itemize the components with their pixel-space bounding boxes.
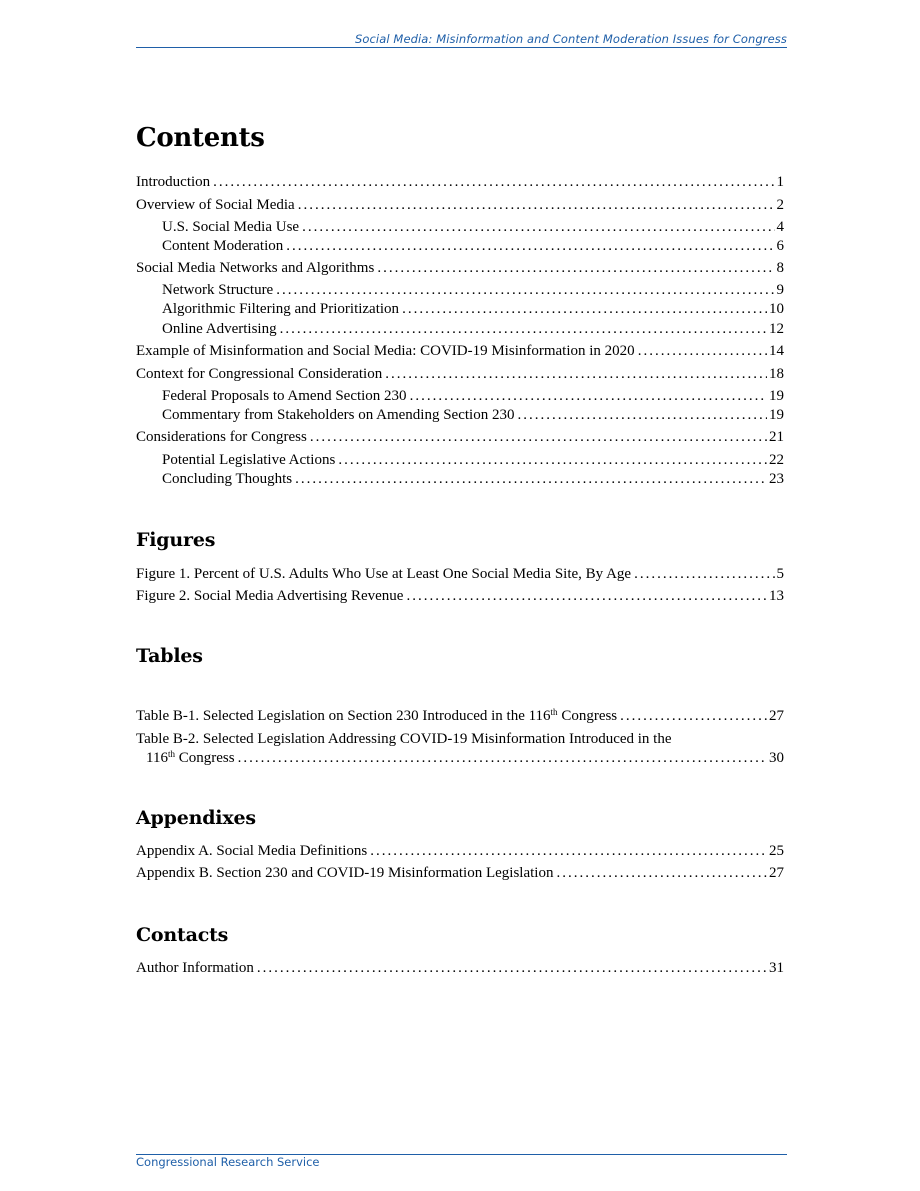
toc-entry-label: Content Moderation xyxy=(162,238,284,254)
toc-entry-page: 21 xyxy=(769,429,784,445)
toc-entry-label: Federal Proposals to Amend Section 230 xyxy=(162,388,407,404)
toc-entry-federal-proposals[interactable] xyxy=(162,388,784,408)
dot-leader xyxy=(213,174,774,191)
toc-entry-label: Figure 1. Percent of U.S. Adults Who Use at Least One Social Media Site, By Age xyxy=(136,566,632,582)
toc-entry-label: Potential Legislative Actions xyxy=(162,452,336,468)
toc-entry-page: 2 xyxy=(776,197,784,213)
header-rule xyxy=(136,47,787,48)
toc-entry-page: 18 xyxy=(769,366,784,382)
dot-leader xyxy=(280,321,767,338)
toc-entry-algorithmic-filtering[interactable] xyxy=(162,301,784,321)
toc-entry-page: 31 xyxy=(769,960,784,976)
toc-entry-page: 4 xyxy=(776,219,784,235)
toc-entry-online-advertising[interactable] xyxy=(162,321,784,341)
dot-leader xyxy=(402,301,767,318)
toc-entry-page: 27 xyxy=(769,708,784,724)
dot-leader xyxy=(276,282,774,299)
toc-entry-page: 19 xyxy=(769,407,784,423)
toc-entry-social-media-networks[interactable] xyxy=(136,260,784,280)
toc-entry-label: Commentary from Stakeholders on Amending Section 230 xyxy=(162,407,515,423)
toc-entry-page: 5 xyxy=(776,566,784,582)
toc-entry-label: Appendix B. Section 230 and COVID-19 Misinformation Legislation xyxy=(136,865,554,881)
dot-leader xyxy=(410,388,767,405)
toc-entry-network-structure[interactable] xyxy=(162,282,784,302)
appendixes-title: Appendixes xyxy=(136,807,256,829)
toc-entry-table-b2[interactable] xyxy=(146,750,784,770)
running-footer: Congressional Research Service xyxy=(136,1155,320,1169)
toc-entry-covid-misinformation-example[interactable] xyxy=(136,343,784,363)
toc-entry-label: Overview of Social Media xyxy=(136,197,295,213)
toc-entry-potential-legislative-actions[interactable] xyxy=(162,452,784,472)
toc-entry-page: 13 xyxy=(769,588,784,604)
toc-entry-concluding-thoughts[interactable] xyxy=(162,471,784,491)
dot-leader xyxy=(638,343,767,360)
dot-leader xyxy=(620,708,767,725)
toc-entry-label: Considerations for Congress xyxy=(136,429,307,445)
toc-entry-appendix-a[interactable] xyxy=(136,843,784,863)
toc-entry-author-information[interactable] xyxy=(136,960,784,980)
toc-entry-content-moderation[interactable] xyxy=(162,238,784,258)
toc-entry-considerations-for-congress[interactable] xyxy=(136,429,784,449)
toc-entry-label: Concluding Thoughts xyxy=(162,471,293,487)
toc-entry-label: Algorithmic Filtering and Prioritization xyxy=(162,301,400,317)
toc-entry-figure-1[interactable] xyxy=(136,566,784,586)
toc-entry-label: Table B-1. Selected Legislation on Section 230 Introduced in the 116th Congress xyxy=(136,707,618,724)
toc-entry-label: Example of Misinformation and Social Media: COVID-19 Misinformation in 2020 xyxy=(136,343,635,359)
toc-entry-label: Context for Congressional Consideration xyxy=(136,366,383,382)
toc-entry-us-social-media-use[interactable] xyxy=(162,219,784,239)
dot-leader xyxy=(556,865,767,882)
dot-leader xyxy=(338,452,767,469)
contacts-title: Contacts xyxy=(136,924,229,946)
toc-entry-introduction[interactable] xyxy=(136,174,784,194)
toc-entry-table-b1[interactable] xyxy=(136,708,784,728)
toc-entry-label: Figure 2. Social Media Advertising Revenue xyxy=(136,588,404,604)
dot-leader xyxy=(634,566,774,583)
toc-entry-label: Network Structure xyxy=(162,282,274,298)
toc-entry-label: 116th Congress xyxy=(146,749,235,766)
dot-leader xyxy=(517,407,767,424)
toc-entry-figure-2[interactable] xyxy=(136,588,784,608)
toc-entry-page: 9 xyxy=(776,282,784,298)
toc-entry-label: Table B-2. Selected Legislation Addressing COVID-19 Misinformation Introduced in the xyxy=(136,731,672,747)
dot-leader xyxy=(302,219,774,236)
toc-entry-page: 30 xyxy=(769,750,784,766)
dot-leader xyxy=(257,960,767,977)
toc-entry-table-b2-line1[interactable] xyxy=(136,731,784,751)
running-header: Social Media: Misinformation and Content Moderation Issues for Congress xyxy=(354,32,787,46)
toc-entry-page: 25 xyxy=(769,843,784,859)
toc-entry-label: Online Advertising xyxy=(162,321,277,337)
toc-entry-overview-of-social-media[interactable] xyxy=(136,197,784,217)
toc-entry-page: 12 xyxy=(769,321,784,337)
dot-leader xyxy=(295,471,767,488)
toc-entry-page: 23 xyxy=(769,471,784,487)
toc-entry-appendix-b[interactable] xyxy=(136,865,784,885)
toc-entry-page: 19 xyxy=(769,388,784,404)
toc-entry-page: 14 xyxy=(769,343,784,359)
toc-entry-page: 8 xyxy=(776,260,784,276)
dot-leader xyxy=(406,588,767,605)
tables-title: Tables xyxy=(136,645,203,667)
dot-leader xyxy=(370,843,767,860)
toc-entry-page: 6 xyxy=(776,238,784,254)
dot-leader xyxy=(286,238,774,255)
contents-title: Contents xyxy=(136,123,265,153)
toc-entry-page: 1 xyxy=(776,174,784,190)
toc-entry-label: Social Media Networks and Algorithms xyxy=(136,260,375,276)
toc-entry-page: 22 xyxy=(769,452,784,468)
dot-leader xyxy=(385,366,767,383)
toc-entry-label: U.S. Social Media Use xyxy=(162,219,300,235)
toc-entry-page: 10 xyxy=(769,301,784,317)
toc-entry-label: Introduction xyxy=(136,174,211,190)
dot-leader xyxy=(298,197,775,214)
figures-title: Figures xyxy=(136,529,216,551)
toc-entry-page: 27 xyxy=(769,865,784,881)
toc-entry-stakeholder-commentary[interactable] xyxy=(162,407,784,427)
dot-leader xyxy=(238,750,767,767)
toc-entry-label: Appendix A. Social Media Definitions xyxy=(136,843,368,859)
dot-leader xyxy=(377,260,774,277)
toc-entry-congressional-context[interactable] xyxy=(136,366,784,386)
dot-leader xyxy=(310,429,767,446)
toc-entry-label: Author Information xyxy=(136,960,254,976)
